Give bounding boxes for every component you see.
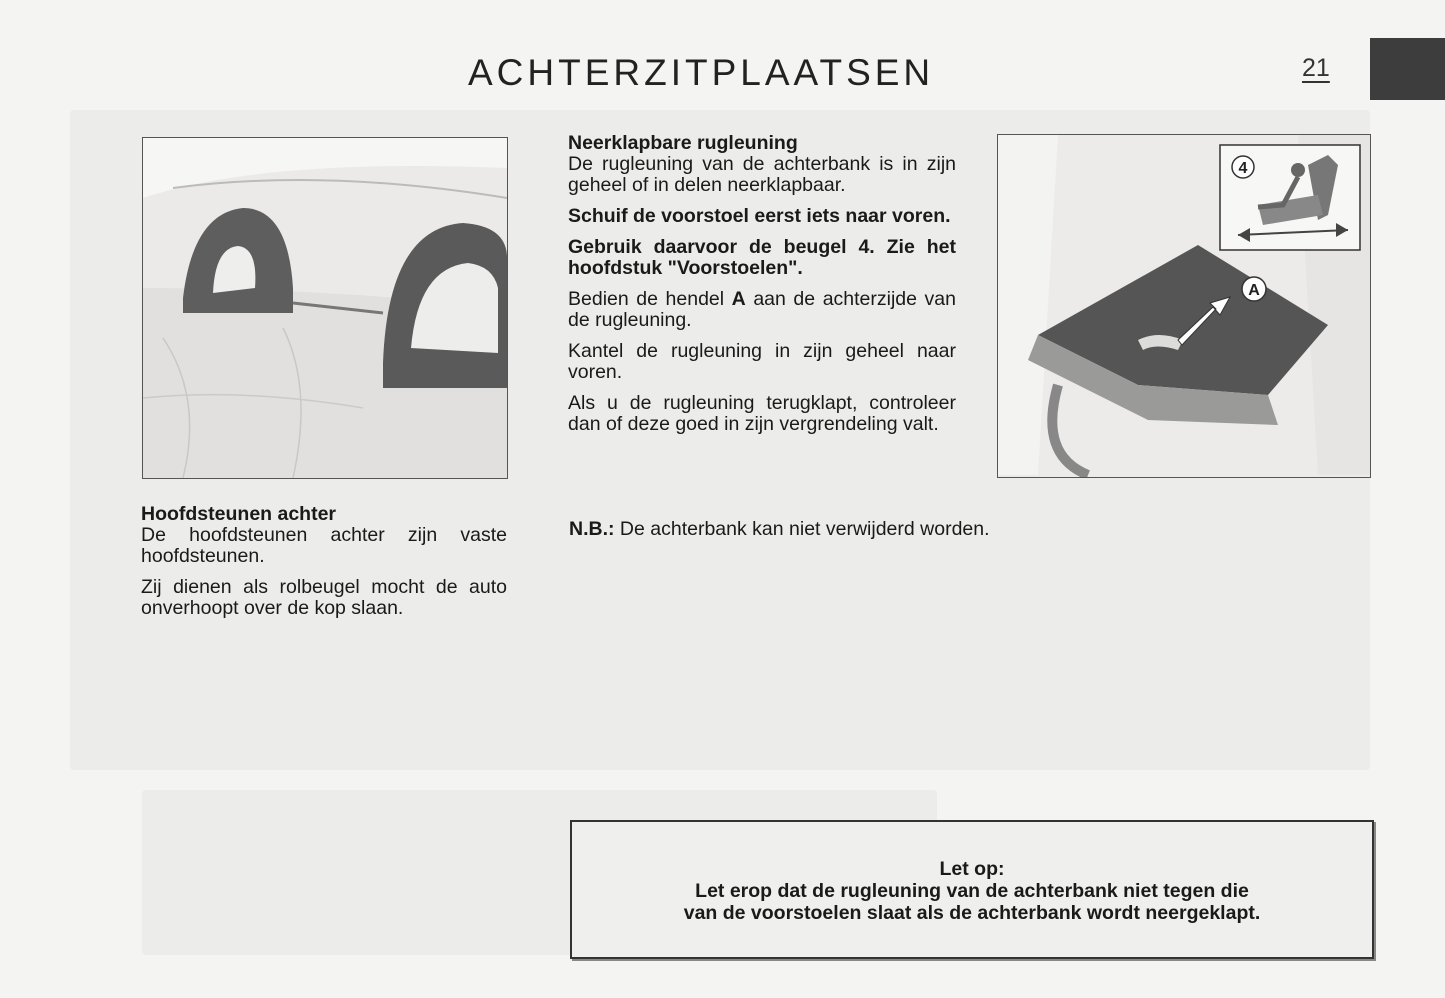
warning-box: [570, 820, 1374, 959]
rear-headrests-para-1: De hoofdsteunen achter zijn vaste hoofdsteunen.: [141, 524, 507, 567]
headrests-drawing: [143, 138, 507, 478]
rear-headrests-section: [141, 504, 507, 629]
foldable-backrest-section: [568, 133, 956, 445]
instruction-tilt: Kantel de rugleuning in zijn geheel naar voren.: [568, 340, 956, 383]
foldable-backrest-heading: Neerklapbare rugleuning: [568, 132, 798, 154]
instruction-lever-post: aan de achterzijde van de rugleuning.: [568, 288, 957, 331]
callout-number-4: 4: [1238, 160, 1248, 177]
instruction-move-seat: Schuif de voorstoel eerst iets naar voren.: [568, 205, 951, 227]
callout-letter-a: A: [1248, 282, 1260, 299]
warning-line-1: Let erop dat de rugleuning van de achterbank niet tegen die: [695, 880, 1249, 902]
page-number: 21: [1302, 54, 1330, 82]
instruction-use-bracket: Gebruik daarvoor de beugel 4. Zie het hoofdstuk "Voorstoelen".: [568, 236, 956, 279]
instruction-lever: [568, 289, 956, 331]
rear-headrests-heading: Hoofdsteunen achter: [141, 503, 337, 525]
warning-line-2: van de voorstoelen slaat als de achterbank wordt neergeklapt.: [683, 902, 1261, 924]
note-line: [569, 518, 990, 541]
rear-headrests-para-2: Zij dienen als rolbeugel mocht de auto onverhoopt over de kop slaan.: [141, 576, 507, 619]
note-label: N.B.:: [569, 518, 615, 540]
instruction-lever-letter: A: [731, 288, 746, 310]
note-text: De achterbank kan niet verwijderd worden.: [614, 518, 990, 540]
rear-headrests-illustration: [142, 137, 508, 479]
section-tab-marker: [1370, 38, 1445, 100]
instruction-lever-pre: Bedien de hendel: [568, 288, 732, 310]
seat-lever-illustration: [997, 134, 1371, 478]
page-title: ACHTERZITPLAATSEN: [468, 52, 935, 93]
seat-lever-drawing: [998, 135, 1370, 477]
warning-title: Let op:: [939, 858, 1005, 880]
instruction-fold-back: Als u de rugleuning terugklapt, controleer dan of deze goed in zijn vergrendeling valt.: [568, 392, 956, 435]
foldable-backrest-para-1: De rugleuning van de achterbank is in zijn geheel of in delen neerklapbaar.: [568, 153, 956, 196]
